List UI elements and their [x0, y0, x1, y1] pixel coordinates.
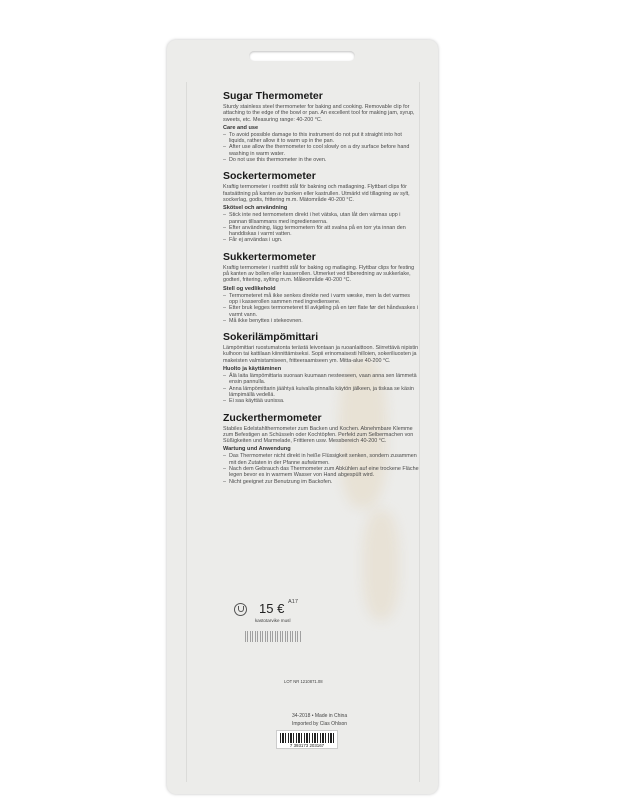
- shelf-code: A17: [288, 599, 298, 605]
- care-item: – Nach dem Gebrauch das Thermometer zum Abkühlen auf eine trockene Fläche legen bevor es in warmem Wasser von Hand abgespült wird.: [223, 466, 419, 479]
- recycling-icon: [234, 603, 247, 616]
- care-list: [223, 212, 419, 243]
- instructions-text: [223, 90, 419, 492]
- care-item: – Älä laita lämpömittaria suoraan kuumaan nesteeseen, vaan anna sen lämmetä ensin pannulla.: [223, 373, 419, 386]
- care-list: [223, 373, 419, 404]
- section-description: Lämpömittari ruostumatonta terästä leivontaan ja ruoanlaittoon. Siirrettävä nipistin kulhoon tai kattilaan kiinnittämiseksi. Sopii erinomaisesti hilloien, sokeriliuosten ja makeisten valmistamiseen, fritteeraamiseen ym. Mitta-alue 40-200 °C.: [223, 345, 419, 364]
- section-title: Sockertermometer: [223, 170, 316, 183]
- care-item: – Etter bruk legges termometeret til avkjøling på en tørr flate før det håndvaskes i varmt vann.: [223, 305, 419, 318]
- barcode-number: 7 393173 203167: [289, 743, 325, 748]
- section-english: [223, 90, 419, 163]
- care-list: [223, 453, 419, 484]
- section-description: Sturdy stainless steel thermometer for baking and cooking. Removable clip for attaching to the edge of the bowl or pan. An excellent tool for making jam, syrup, sweets, etc. Measuring range: 40-200 °C.: [223, 104, 415, 123]
- section-title: Sukkertermometer: [223, 250, 316, 263]
- made-in-label: 34-2018 • Made in China: [292, 713, 348, 719]
- section-description: Kraftig termometer i rustfritt stål for baking og matlaging. Flyttbar clips for festing på kanten av bollen eller kasserollen. Utmerket ved tilberedning av sukkerlake, godteri, fritering, sylting m.m. Måleområde 40-200 °C.: [223, 264, 415, 284]
- care-item: – Nicht geeignet zur Benutzung im Backofen.: [223, 479, 419, 485]
- section-finnish: [223, 331, 419, 404]
- section-description: Kraftig termometer i rostfritt stål för bakning och matlagning. Flyttbart clips för fastsättning på kanten av bunken eller kastrullen. Utmärkt vid tillagning av sylt, sockerlag, godis, frittering m.m. Mätområde 40-200 °C.: [223, 184, 410, 203]
- importer-label: Imported by Clas Ohlson: [292, 721, 348, 727]
- hanger-hole: [249, 51, 355, 61]
- product-label: kastotarvike musl: [255, 618, 291, 623]
- care-item: – Termometeret må ikke senkes direkte ned i varm væske, men la det varmes opp i kasserollen sammen med ingrediensene.: [223, 293, 419, 306]
- care-item: – To avoid possible damage to this instrument do not put it straight into hot liquids, rather allow it to warm up in the pan.: [223, 132, 419, 145]
- care-item: – Efter användning, lägg termometern för att svalna på en torr yta innan den handdiskas i varmt vatten.: [223, 225, 419, 238]
- care-title: Skötsel och användning: [223, 205, 288, 212]
- section-title: Sokerilämpömittari: [223, 331, 319, 344]
- care-title: Stell og vedlikehold: [223, 285, 276, 292]
- blister-edge-right: [419, 82, 420, 782]
- care-item: – Das Thermometer nicht direkt in heiße Flüssigkeit senken, sondern zusammen mit den Zutaten in der Pfanne aufwärmen.: [223, 453, 419, 466]
- care-list: [223, 293, 419, 324]
- care-title: Wartung und Anwendung: [223, 446, 291, 453]
- section-swedish: [223, 170, 419, 243]
- section-title: Zuckerthermometer: [223, 411, 322, 424]
- care-item: – Do not use this thermometer in the oven.: [223, 157, 419, 163]
- care-item: – After use allow the thermometer to cool slowly on a dry surface before hand washing in warm water.: [223, 144, 419, 157]
- care-title: Care and use: [223, 124, 259, 131]
- packaging-card: [167, 40, 438, 794]
- care-item: – Stick inte ned termometern direkt i het vätska, utan låt den värmas upp i pannan tillsammans med ingredienserna.: [223, 212, 419, 225]
- barcode-bars: [280, 733, 334, 743]
- lot-number: LOT NR 1210871.08: [284, 679, 323, 684]
- care-item: – Må ikke benyttes i stekeovnen.: [223, 318, 419, 324]
- section-norwegian: [223, 251, 419, 324]
- section-title: Sugar Thermometer: [223, 90, 323, 102]
- blister-edge-left: [186, 82, 187, 782]
- ean-barcode: [276, 730, 338, 749]
- section-description: Stabiles Edelstahlthermometer zum Backen und Kochen. Abnehmbare Klemme zum Befestigen an Schüsseln oder Kochtöpfen. Perfekt zum Selbermachen von Süßigkeiten und Marmelade, Frittieren usw. Messbereich 40-200 °C.: [223, 425, 414, 445]
- care-item: – Anna lämpömittarin jäähtyä kuivalla pinnalla käytön jälkeen, ja tiskaa se käsin lämpimällä vedellä.: [223, 386, 419, 399]
- stain-mark: [363, 510, 399, 620]
- care-item: – Ei saa käyttää uunissa.: [223, 398, 419, 404]
- care-title: Huolto ja käyttäminen: [223, 366, 282, 373]
- price-sticker-barcode: [245, 631, 301, 642]
- section-german: [223, 412, 419, 485]
- care-item: – Får ej användas i ugn.: [223, 237, 419, 243]
- care-list: [223, 132, 419, 163]
- price-label: 15 €: [259, 601, 285, 616]
